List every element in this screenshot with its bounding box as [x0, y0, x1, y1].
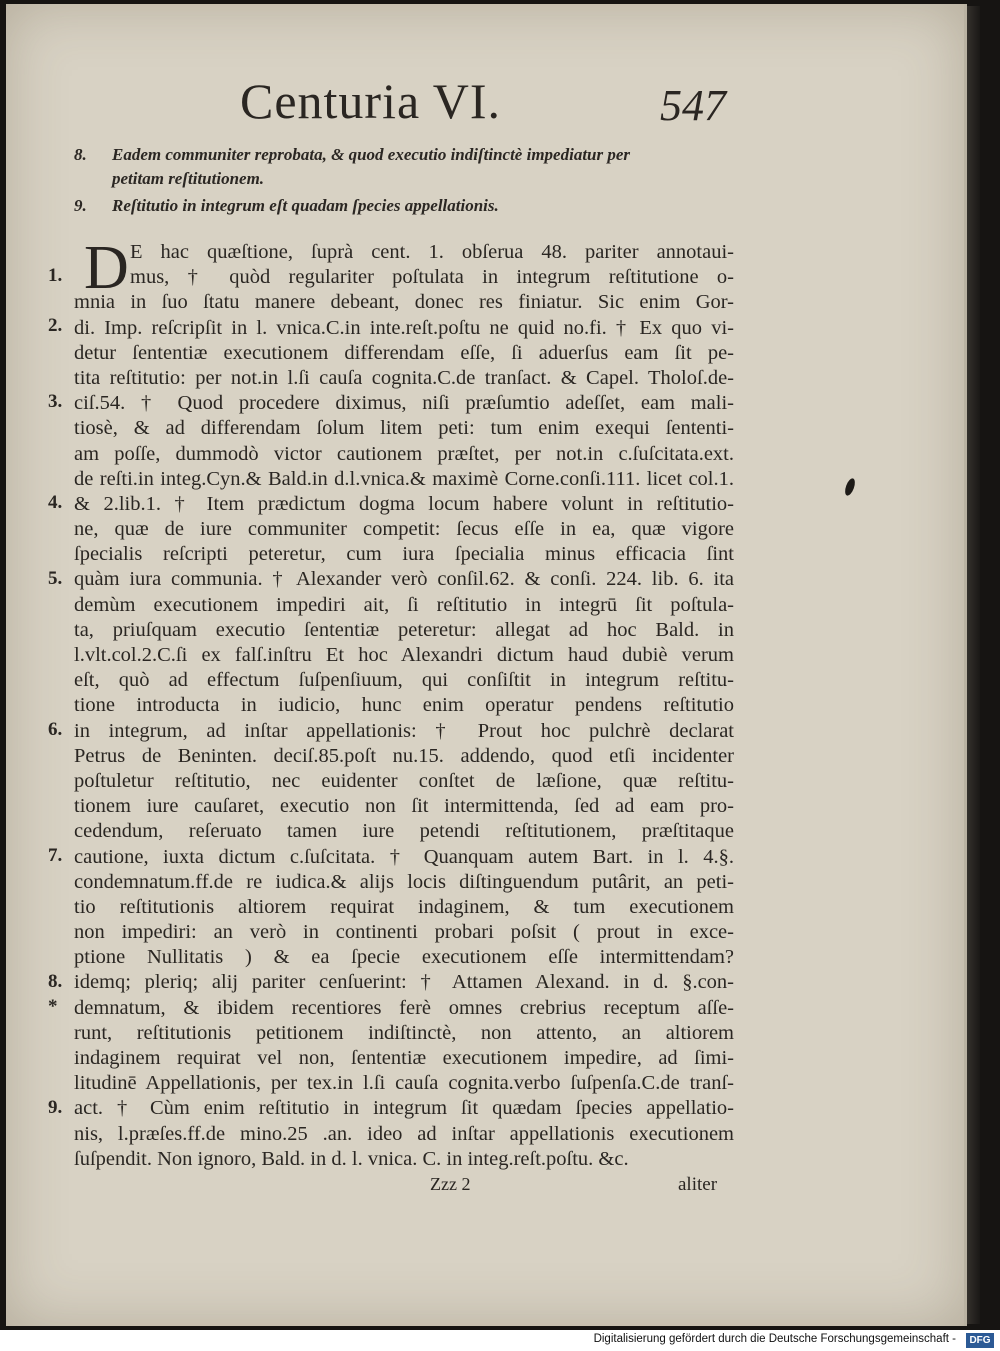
text-line: di. Imp. reſcripſit in l. vnica.C.in inte.reſt.poſtu ne quid no.fi. † Ex quo vi- — [74, 316, 734, 339]
text-line: cedendum, reſeruato tamen iure petendi reſtitutionem, præſtitaque — [74, 820, 734, 843]
text-line: idemq; pleriq; alij pariter cenſuerint: † Attamen Alexand. in d. §.con- — [74, 971, 734, 994]
text-line: tionem iure cauſaret, executio non ſit intermittenda, ſed ad eam pro- — [74, 795, 734, 818]
running-head-title: Centuria VI. — [240, 73, 502, 129]
margin-number: 7. — [48, 845, 63, 866]
text-line: E hac quæſtione, ſuprà cent. 1. obſerua 48. pariter annotaui- — [130, 241, 734, 263]
text-line: litudinē Appellationis, per tex.in l.ſi cauſa cognita.verbo ſuſpenſa.C.de tranſ- — [74, 1072, 734, 1095]
text-line: demnatum, & ibidem recentiores ferè omnes crebrius receptum aſſe- — [74, 996, 734, 1019]
margin-number: 6. — [48, 719, 63, 740]
text-line: tita reſtitutio: per not.in l.ſi cauſa cognita.C.de tranſact. & Capel. Tholoſ.de- — [74, 366, 734, 389]
page-number: 547 — [660, 81, 726, 130]
text-line: condemnatum.ff.de re iudica.& alijs locis diſtinguendum putârit, an peti- — [74, 870, 734, 893]
summary-line: Reſtitutio in integrum eſt quadam ſpecies appellationis. — [112, 196, 499, 215]
dfg-logo-icon: DFG — [966, 1333, 994, 1348]
text-line: nis, l.præſes.ff.de mino.25 .an. ideo ad inſtar appellationis executionem — [74, 1122, 734, 1145]
text-line: quàm iura communia. † Alexander verò conſil.62. & conſi. 224. lib. 6. ita — [74, 568, 734, 591]
text-line: mus, † quòd regulariter poſtulata in integrum reſtitutione o- — [130, 266, 734, 289]
text-line: ne, quæ de iure communiter competit: ſecus eſſe in ea, quæ vigore — [74, 518, 734, 541]
body-paragraph — [74, 234, 734, 1172]
text-line: eſt, quò ad effectum ſuſpenſiuum, qui conſiſtit in integrum reſtitu- — [74, 669, 734, 692]
margin-number: 2. — [48, 315, 63, 336]
text-line: indaginem requirat vel non, ſententiæ executionem impedire, ad ſimi- — [74, 1047, 734, 1069]
text-line: tiosè, & ad differendam ſolum litem peti: tum enim exequi ſententi- — [74, 417, 734, 440]
text-line: ptione Nullitatis ) & ea ſpecie executionem eſſe intermittendam? — [74, 946, 734, 969]
text-line: ſpecialis reſcripti peteretur, cum iura ſpecialia minus efficacia ſint — [74, 543, 734, 566]
margin-number: 3. — [48, 391, 63, 412]
text-line: l.vlt.col.2.C.ſi ex falſ.inſtru Et hoc Alexandri dictum haud dubiè verum — [74, 644, 734, 666]
footer-credit: Digitalisierung gefördert durch die Deutsche Forschungsgemeinschaft - — [593, 1333, 956, 1345]
catchword: aliter — [678, 1174, 718, 1195]
summary-number: 8. — [74, 145, 87, 164]
text-line: ta, priuſquam executio ſententiæ peteretur: allegat ad hoc Bald. in — [74, 618, 734, 641]
margin-number: 8. — [48, 971, 63, 992]
text-line: mnia in ſuo ſtatu manere debeant, donec res finiatur. Sic enim Gor- — [74, 291, 734, 314]
summary-line: Eadem communiter reprobata, & quod executio indiſtinctè impediatur per — [112, 145, 631, 164]
text-line: ſuſpendit. Non ignoro, Bald. in d. l. vnica. C. in integ.reſt.poſtu. &c. — [74, 1147, 629, 1170]
text-line: act. † Cùm enim reſtitutio in integrum ſit quædam ſpecies appellatio- — [74, 1097, 734, 1120]
text-line: tione introducta in iudicio, hunc enim operatur pendens reſtitutio — [74, 694, 734, 717]
summary-number: 9. — [74, 196, 87, 215]
margin-number: 9. — [48, 1097, 63, 1118]
text-line: demùm executionem impediri ait, ſi reſtitutio in integrū ſit poſtula- — [74, 593, 734, 616]
summary-item — [74, 143, 754, 191]
margin-number: * — [48, 996, 58, 1017]
text-line: ciſ.54. † Quod procedere diximus, niſi præſumtio adeſſet, eam mali- — [74, 392, 734, 415]
text-line: non impediri: an verò in continenti probari poſsit ( prout in exce- — [74, 921, 734, 944]
drop-cap: D — [84, 234, 129, 302]
text-line: de reſti.in integ.Cyn.& Bald.in d.l.vnica.& maximè Corne.conſi.111. licet col.1. — [74, 467, 734, 490]
text-line: am poſſe, dummodò victor cautionem præſtet, per not.in c.ſuſcitata.ext. — [74, 442, 734, 465]
text-line: Petrus de Beninten. deciſ.85.poſt nu.15. addendo, quod etſi incidenter — [74, 744, 734, 767]
summary-item — [74, 194, 754, 218]
signature-mark: Zzz 2 — [430, 1174, 471, 1194]
summary-line: petitam reſtitutionem. — [112, 169, 265, 188]
margin-number: 4. — [48, 492, 63, 513]
text-line: & 2.lib.1. † Item prædictum dogma locum habere volunt in reſtitutio- — [74, 492, 734, 515]
text-line: detur ſententiæ executionem differendam eſſe, ſi aduerſus eam ſit pe- — [74, 341, 734, 364]
text-line: in integrum, ad inſtar appellationis: † Prout hoc pulchrè declarat — [74, 719, 734, 742]
text-line: tio reſtitutionis altiorem requirat indaginem, & tum executionem — [74, 895, 734, 918]
text-line: poſtuletur reſtitutio, nec euidenter conſtet de læſione, quæ reſtitu- — [74, 769, 734, 792]
margin-number: 1. — [48, 265, 63, 286]
text-line: runt, reſtitutionis petitionem indiſtinctè, non attento, an altiorem — [74, 1021, 734, 1044]
text-line: cautione, iuxta dictum c.ſuſcitata. † Quanquam autem Bart. in l. 4.§. — [74, 845, 734, 868]
margin-number: 5. — [48, 568, 63, 589]
